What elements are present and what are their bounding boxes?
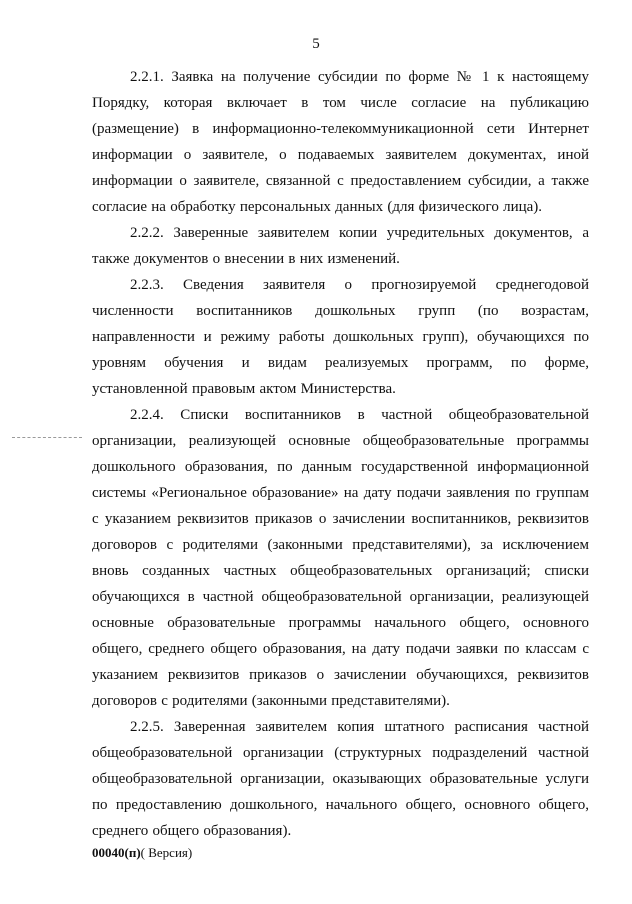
document-body	[92, 64, 589, 844]
document-footer	[92, 845, 192, 861]
paragraph-2-2-4: 2.2.4. Списки воспитанников в частной общеобразовательной организации, реализующей основные общеобразовательные программы дошкольного образования, по данным государственной информационной системы «Региональное образование» на дату подачи заявления по группам с указанием реквизитов приказов о зачислении воспитанников, реквизитов договоров с родителями (законными представителями), за исключением вновь созданных частных общеобразовательных организаций; списки обучающихся в частной общеобразовательной организации, реализующей основные образовательные программы начального общего, основного общего, среднего общего образования, на дату подачи заявки по классам с указанием реквизитов приказов о зачислении обучающихся, реквизитов договоров с родителями (законными представителями).	[92, 407, 589, 709]
paragraph-2-2-3: 2.2.3. Сведения заявителя о прогнозируемой среднегодовой численности воспитанников дошкольных групп (по возрастам, направленности и режиму работы дошкольных групп), обучающихся по уровням обучения и видам реализуемых программ, по форме, установленной правовым актом Министерства.	[92, 277, 589, 397]
paragraph-2-2-2: 2.2.2. Заверенные заявителем копии учредительных документов, а также документов о внесении в них изменений.	[92, 225, 589, 267]
paragraph-2-2-5: 2.2.5. Заверенная заявителем копия штатного расписания частной общеобразовательной организации (структурных подразделений частной общеобразовательной организации, оказывающих образовательные услуги по предоставлению дошкольного, начального общего, основного общего, среднего общего образования).	[92, 719, 589, 839]
footer-document-code: 00040(п)	[92, 845, 141, 860]
paragraph-2-2-1: 2.2.1. Заявка на получение субсидии по форме № 1 к настоящему Порядку, которая включает в том числе согласие на публикацию (размещение) в информационно-телекоммуникационной сети Интернет информации о заявителе, о подаваемых заявителем документах, иной информации о заявителе, связанной с предоставлением субсидии, а также согласие на обработку персональных данных (для физического лица).	[92, 69, 589, 215]
page-number: 5	[312, 36, 320, 52]
scan-artifact-dash	[12, 437, 82, 438]
footer-version: ( Версия)	[140, 845, 193, 860]
